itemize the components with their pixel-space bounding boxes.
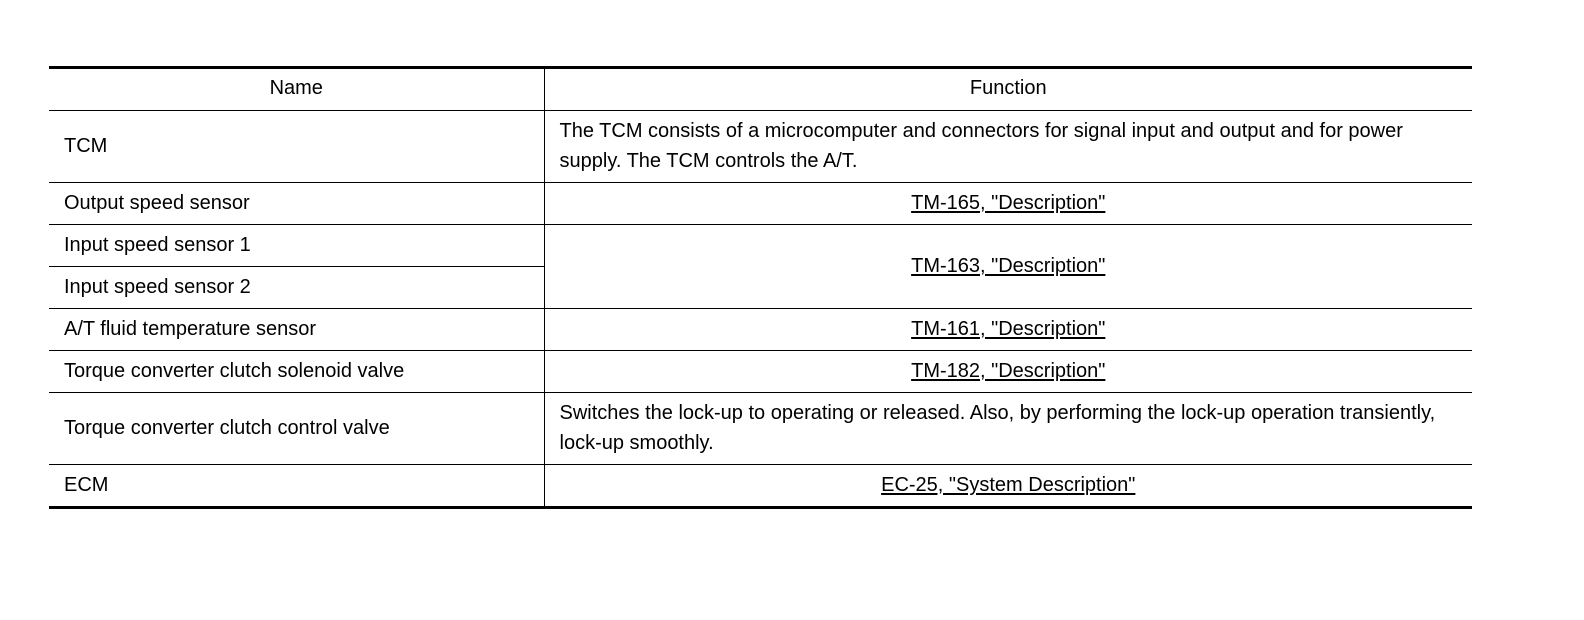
row-name-cell: Input speed sensor 2: [49, 267, 544, 309]
row-function-text: The TCM consists of a microcomputer and connectors for signal input and output and for power supply. The TCM controls the A/T.: [544, 111, 1472, 183]
reference-link[interactable]: TM-182, "Description": [911, 360, 1106, 382]
reference-link[interactable]: TM-163, "Description": [911, 255, 1106, 277]
table-header-row: [49, 68, 1472, 111]
table-row: [49, 183, 1472, 225]
row-name-cell: Input speed sensor 1: [49, 225, 544, 267]
row-function-cell: [544, 351, 1472, 393]
table-row: [49, 351, 1472, 393]
row-name-cell: ECM: [49, 465, 544, 508]
row-name-cell: Output speed sensor: [49, 183, 544, 225]
row-name-cell: TCM: [49, 111, 544, 183]
table-row: [49, 465, 1472, 508]
row-function-text: Switches the lock-up to operating or released. Also, by performing the lock-up operation transiently, lock-up smoothly.: [544, 393, 1472, 465]
row-name-cell: Torque converter clutch control valve: [49, 393, 544, 465]
reference-link[interactable]: TM-165, "Description": [911, 192, 1106, 214]
row-name-cell: Torque converter clutch solenoid valve: [49, 351, 544, 393]
row-name-cell: A/T fluid temperature sensor: [49, 309, 544, 351]
reference-link[interactable]: TM-161, "Description": [911, 318, 1106, 340]
table-row: [49, 309, 1472, 351]
table-row: [49, 111, 1472, 183]
column-header-name: Name: [49, 68, 544, 111]
table-row: [49, 225, 1472, 267]
component-function-table: [49, 66, 1472, 509]
reference-link[interactable]: EC-25, "System Description": [881, 474, 1136, 496]
column-header-function: Function: [544, 68, 1472, 111]
row-function-cell: [544, 465, 1472, 508]
row-function-cell: [544, 225, 1472, 309]
row-function-cell: [544, 183, 1472, 225]
row-function-cell: [544, 309, 1472, 351]
table-row: [49, 393, 1472, 465]
